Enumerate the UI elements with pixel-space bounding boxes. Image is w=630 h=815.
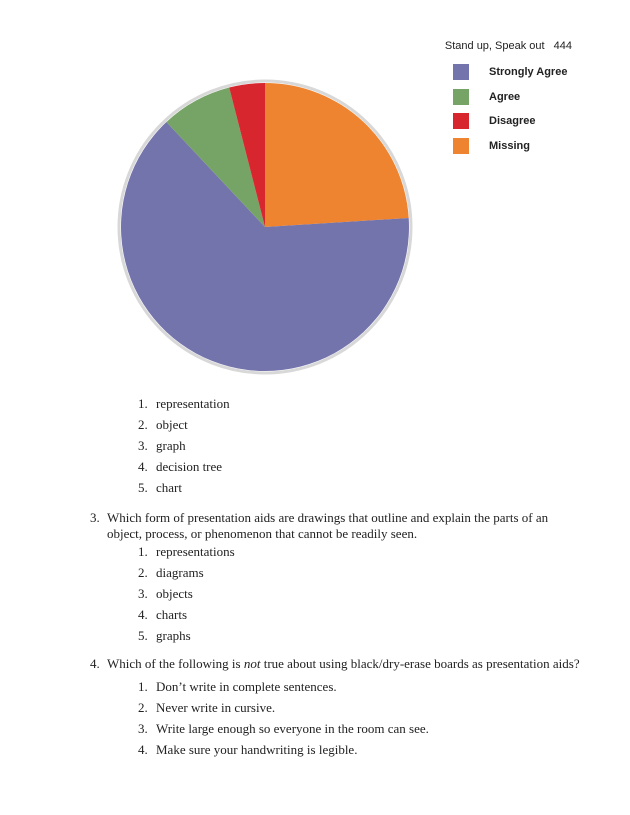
list-item: 1. representation xyxy=(138,396,230,411)
question-3-options xyxy=(138,541,235,646)
list-item: 3. Write large enough so everyone in the room can see. xyxy=(138,721,429,736)
legend-entry xyxy=(453,64,567,80)
legend-swatch xyxy=(453,89,469,105)
list-item: 4. Make sure your handwriting is legible. xyxy=(138,742,358,757)
list-item: 5. graphs xyxy=(138,628,191,643)
question-3 xyxy=(90,510,585,542)
emphasis-not: not xyxy=(243,656,261,671)
legend-entry xyxy=(453,138,567,154)
page-number: 444 xyxy=(553,40,572,52)
question-number: 3. xyxy=(90,510,100,525)
list-item: 2. diagrams xyxy=(138,565,204,580)
question-4-options xyxy=(138,676,429,760)
answer-list-prev xyxy=(138,393,230,498)
question-text: Which form of presentation aids are drawings that outline and explain the parts of an object, process, or phenomenon that cannot be readily seen. xyxy=(107,510,549,541)
question-number: 4. xyxy=(90,656,100,671)
list-item: 3. graph xyxy=(138,438,186,453)
running-header xyxy=(445,40,572,52)
legend-swatch xyxy=(453,113,469,129)
pie-slices xyxy=(121,83,409,371)
legend-label: Agree xyxy=(489,90,521,103)
list-item: 2. object xyxy=(138,417,188,432)
question-text: Which of the following is not true about using black/dry-erase boards as presentation aids? xyxy=(107,656,580,671)
list-item: 5. chart xyxy=(138,480,182,495)
list-item: 2. Never write in cursive. xyxy=(138,700,276,715)
list-item: 4. charts xyxy=(138,607,188,622)
legend-entry xyxy=(453,89,567,105)
list-item: 1. representations xyxy=(138,544,235,559)
legend-swatch xyxy=(453,64,469,80)
list-item: 3. objects xyxy=(138,586,193,601)
chart-legend xyxy=(453,64,567,162)
pie-slice-missing xyxy=(265,83,409,227)
legend-entry xyxy=(453,113,567,129)
legend-label: Strongly Agree xyxy=(489,66,568,78)
pie-chart xyxy=(110,72,420,382)
legend-label: Disagree xyxy=(489,115,536,127)
list-item: 4. decision tree xyxy=(138,459,223,474)
question-4 xyxy=(90,656,585,672)
legend-label: Missing xyxy=(489,139,530,152)
legend-swatch xyxy=(453,138,469,154)
running-title: Stand up, Speak out xyxy=(444,40,545,52)
list-item: 1. Don’t write in complete sentences. xyxy=(138,679,337,694)
